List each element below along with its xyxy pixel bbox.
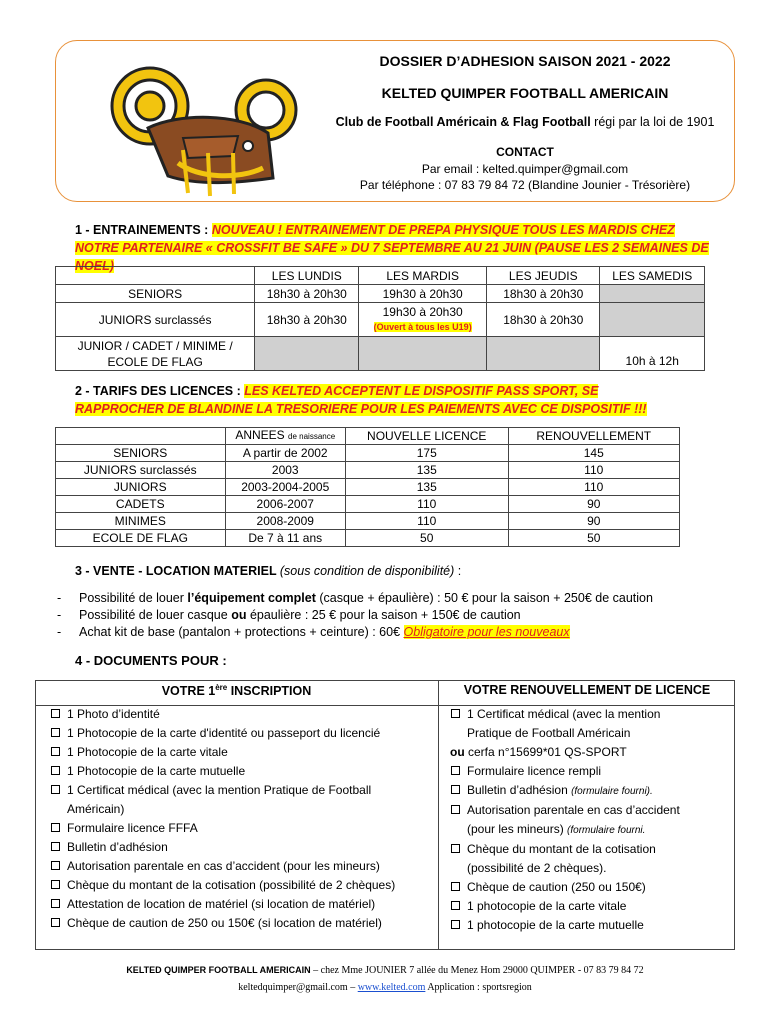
checklist-item: Bulletin d’adhésion	[50, 838, 435, 857]
table-cell: 10h à 12h	[600, 337, 705, 371]
item-note: (formulaire fourni.	[567, 825, 646, 836]
item1-pre: Possibilité de louer	[79, 591, 188, 605]
item2-pre: Possibilité de louer casque	[79, 608, 232, 622]
table-cell: 19h30 à 20h30	[359, 285, 487, 303]
table-row	[56, 479, 680, 496]
table-row	[56, 303, 705, 337]
table-cell: 175	[345, 445, 508, 462]
footer-address	[0, 965, 770, 976]
table-cell: ECOLE DE FLAG	[56, 530, 226, 547]
table-cell: SENIORS	[56, 445, 226, 462]
item3-note: Obligatoire pour les nouveaux	[403, 625, 570, 639]
website-link[interactable]: www.kelted.com	[357, 982, 426, 993]
list-item	[57, 590, 653, 607]
table-row	[56, 513, 680, 530]
checklist-item: 1 Photo d’identité	[50, 705, 435, 724]
section-1-title: 1 - ENTRAINEMENTS :	[75, 223, 212, 237]
table-cell	[56, 337, 255, 371]
table-row	[56, 428, 680, 445]
table-row	[56, 530, 680, 547]
table-cell	[56, 428, 226, 445]
table-cell: CADETS	[56, 496, 226, 513]
group-line-2: ECOLE DE FLAG	[107, 354, 203, 369]
col-annees: ANNEES	[235, 428, 285, 442]
checklist-item: 1 Photocopie de la carte mutuelle	[50, 762, 435, 781]
item1-bold: l’équipement complet	[187, 591, 316, 605]
table-header: LES SAMEDIS	[600, 267, 705, 285]
contact-label: CONTACT	[496, 145, 554, 159]
checklist-item: Autorisation parentale en cas d’accident	[450, 801, 730, 820]
section-3-heading	[75, 562, 461, 580]
ram-mascot-logo	[88, 58, 303, 198]
or-bold: ou	[450, 745, 465, 759]
renewal-list	[450, 705, 730, 935]
table-cell: 110	[508, 479, 680, 496]
table-cell: 90	[508, 513, 680, 530]
section-2-note: LES KELTED ACCEPTENT LE DISPOSITIF PASS SPORT, SE RAPPROCHER DE BLANDINE LA TRESORIERE POUR LES PAIEMENTS AVEC CE DISPOSITIF !!!	[75, 384, 647, 416]
table-row	[56, 285, 705, 303]
table-header: NOUVELLE LICENCE	[345, 428, 508, 445]
table-header: RENOUVELLEMENT	[508, 428, 680, 445]
group-line-1: JUNIOR / CADET / MINIME /	[77, 338, 233, 353]
documents-column-divider	[438, 680, 439, 950]
club-subtitle	[300, 115, 750, 129]
table-cell: 18h30 à 20h30	[255, 303, 359, 337]
item-text: (pour les mineurs)	[467, 822, 568, 836]
mardi-hours: 19h30 à 20h30	[382, 305, 463, 319]
table-cell: 18h30 à 20h30	[487, 303, 600, 337]
footer-email: keltedquimper@gmail.com	[238, 982, 348, 993]
item1-post: (casque + épaulière) : 50 € pour la saison + 250€ de caution	[315, 591, 653, 605]
subtitle-rest: régi par la loi de 1901	[590, 115, 715, 129]
table-cell	[359, 337, 487, 371]
table-cell: 145	[508, 445, 680, 462]
renewal-title: VOTRE RENOUVELLEMENT DE LICENCE	[463, 683, 711, 697]
table-cell: 135	[345, 479, 508, 496]
checklist-item: 1 Photocopie de la carte d'identité ou passeport du licencié	[50, 724, 435, 743]
checklist-item-continued: Pratique de Football Américain	[467, 726, 631, 740]
table-row	[56, 445, 680, 462]
document-title: DOSSIER D’ADHESION SAISON 2021 - 2022	[379, 53, 671, 69]
table-cell: 50	[345, 530, 508, 547]
checklist-item: 1 photocopie de la carte vitale	[450, 897, 730, 916]
table-cell: 2008-2009	[225, 513, 345, 530]
item2-post: épaulière : 25 € pour la saison + 150€ de caution	[246, 608, 521, 622]
table-cell: 18h30 à 20h30	[255, 285, 359, 303]
item3: Achat kit de base (pantalon + protections + ceinture) : 60€	[79, 625, 404, 639]
table-cell	[359, 303, 487, 337]
table-cell: 50	[508, 530, 680, 547]
footer-club: KELTED QUIMPER FOOTBALL AMERICAIN	[126, 965, 311, 975]
checklist-item: 1 Certificat médical (avec la mention	[450, 705, 730, 724]
contact-email: Par email : kelted.quimper@gmail.com	[421, 162, 629, 176]
checklist-item: Autorisation parentale en cas d’accident (pour les mineurs)	[50, 857, 435, 876]
section-1-note: NOUVEAU ! ENTRAINEMENT DE PREPA PHYSIQUE TOUS LES MARDIS CHEZ NOTRE PARTENAIRE « CROSSFIT BE SAFE » DU 7 SEPTEMBRE AU 21 JUIN (PAUSE LES 2 SEMAINES DE NOEL)	[75, 223, 709, 273]
table-cell	[600, 285, 705, 303]
table-cell: 2003-2004-2005	[225, 479, 345, 496]
table-cell: 110	[345, 496, 508, 513]
checklist-item: Formulaire licence rempli	[450, 762, 730, 781]
first-registration-list	[50, 705, 435, 933]
footer-links	[0, 982, 770, 993]
checklist-item: Chèque du montant de la cotisation	[450, 840, 730, 859]
title-pre: VOTRE 1	[161, 684, 216, 699]
table-cell: MINIMES	[56, 513, 226, 530]
first-registration-title	[35, 683, 438, 698]
table-header: LES MARDIS	[359, 267, 487, 285]
section-2-heading	[75, 382, 685, 418]
checklist-item: Chèque de caution de 250 ou 150€ (si location de matériel)	[50, 914, 435, 933]
section-3-tail: :	[454, 564, 462, 578]
license-fees-table	[55, 427, 680, 547]
item2-bold: ou	[231, 608, 247, 622]
checklist-item	[450, 781, 730, 801]
table-cell: 2003	[225, 462, 345, 479]
footer-address-text: – chez Mme JOUNIER 7 allée du Menez Hom 29000 QUIMPER - 07 83 79 84 72	[310, 965, 644, 976]
footer-app: Application : sportsregion	[425, 982, 532, 993]
equipment-list	[57, 590, 653, 641]
table-cell: 110	[508, 462, 680, 479]
table-cell	[600, 303, 705, 337]
table-cell: JUNIORS surclassés	[56, 303, 255, 337]
table-cell: 18h30 à 20h30	[487, 285, 600, 303]
list-item	[57, 624, 653, 641]
table-header: LES JEUDIS	[487, 267, 600, 285]
section-3-note: (sous condition de disponibilité)	[279, 564, 455, 578]
table-header: LES LUNDIS	[255, 267, 359, 285]
table-cell	[255, 337, 359, 371]
table-cell	[487, 337, 600, 371]
checklist-item: 1 Photocopie de la carte vitale	[50, 743, 435, 762]
contact-phone: Par téléphone : 07 83 79 84 72 (Blandine Jounier - Trésorière)	[359, 178, 691, 192]
table-cell: A partir de 2002	[225, 445, 345, 462]
table-cell	[56, 267, 255, 285]
table-row	[56, 496, 680, 513]
title-sup: ère	[215, 683, 228, 692]
table-cell: SENIORS	[56, 285, 255, 303]
checklist-item-continued: (possibilité de 2 chèques).	[467, 861, 607, 875]
table-cell: 110	[345, 513, 508, 530]
training-schedule-table	[55, 266, 705, 371]
checklist-item-continued	[450, 743, 730, 762]
item-note: (formulaire fourni).	[571, 786, 653, 797]
checklist-item: Attestation de location de matériel (si location de matériel)	[50, 895, 435, 914]
table-cell: De 7 à 11 ans	[225, 530, 345, 547]
u19-note: (Ouvert à tous les U19)	[373, 322, 472, 332]
checklist-item: Chèque de caution (250 ou 150€)	[450, 878, 730, 897]
checklist-item: Chèque du montant de la cotisation (possibilité de 2 chèques)	[50, 876, 435, 895]
table-cell: JUNIORS surclassés	[56, 462, 226, 479]
checklist-item: 1 Certificat médical (avec la mention Pratique de Football	[50, 781, 435, 800]
section-3-title: 3 - VENTE - LOCATION MATERIEL	[75, 564, 280, 578]
cerfa-text: cerfa n°15699*01 QS-SPORT	[464, 745, 627, 759]
section-2-title: 2 - TARIFS DES LICENCES :	[75, 384, 245, 398]
section-4-heading: 4 - DOCUMENTS POUR :	[75, 653, 227, 668]
item-text: Bulletin d’adhésion	[467, 783, 572, 797]
list-item	[57, 607, 653, 624]
subtitle-bold: Club de Football Américain & Flag Football	[335, 115, 591, 129]
table-cell: 2006-2007	[225, 496, 345, 513]
footer-sep: –	[347, 982, 358, 993]
club-name: KELTED QUIMPER FOOTBALL AMERICAIN	[381, 85, 669, 101]
table-row	[56, 462, 680, 479]
checklist-item: Formulaire licence FFFA	[50, 819, 435, 838]
table-row	[56, 337, 705, 371]
checklist-item: 1 photocopie de la carte mutuelle	[450, 916, 730, 935]
table-cell: JUNIORS	[56, 479, 226, 496]
table-header	[225, 428, 345, 445]
col-annees-small: de naissance	[288, 432, 336, 441]
checklist-item-continued	[450, 820, 730, 840]
checklist-item-continued: Américain)	[67, 802, 125, 816]
table-cell: 90	[508, 496, 680, 513]
table-row	[56, 267, 705, 285]
title-post: INSCRIPTION	[227, 684, 312, 699]
table-cell: 135	[345, 462, 508, 479]
